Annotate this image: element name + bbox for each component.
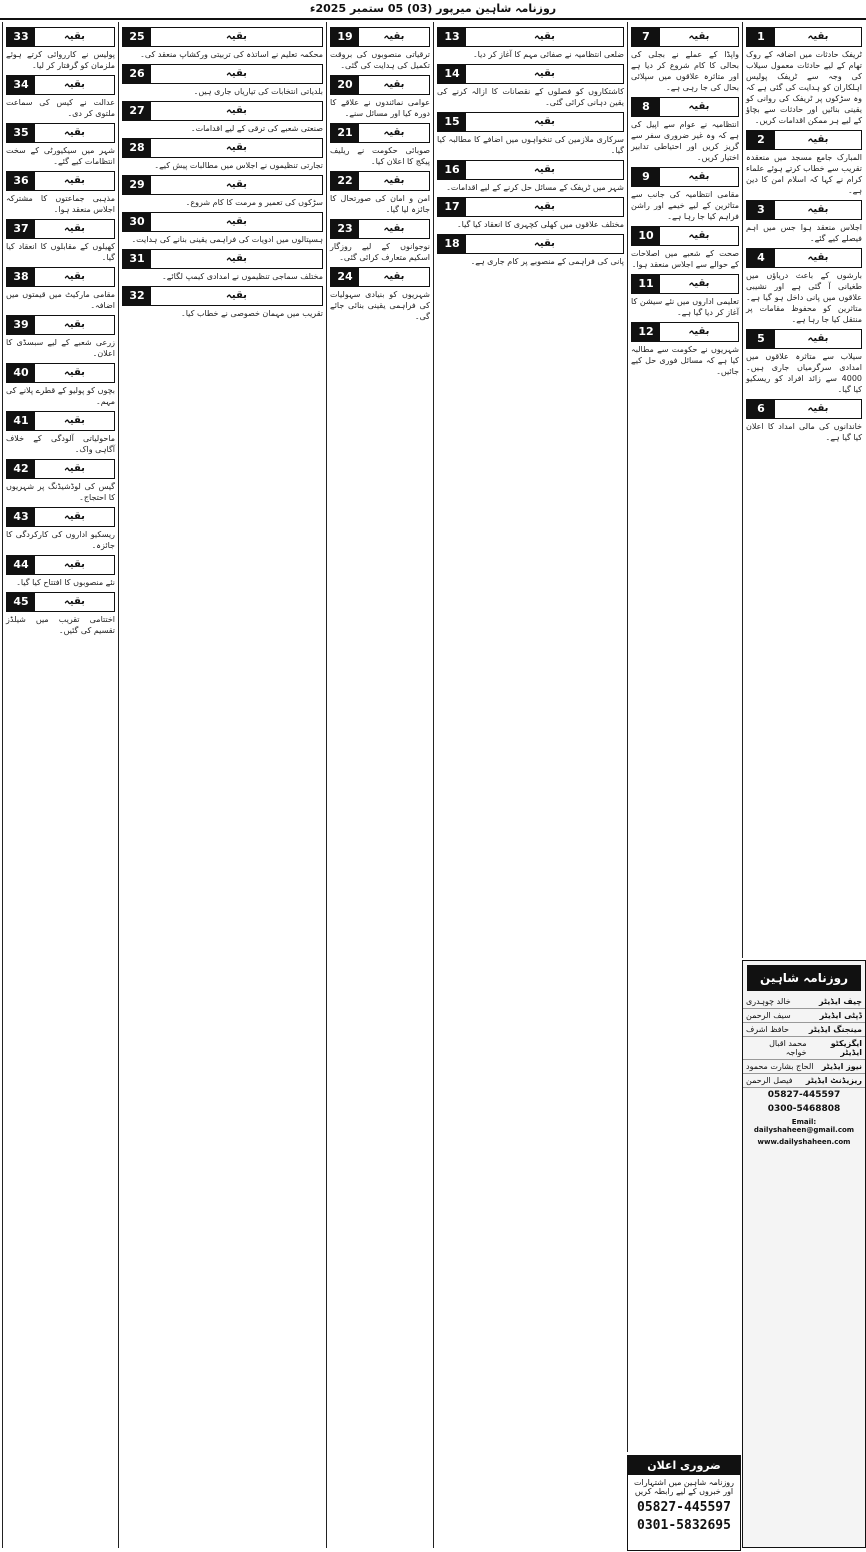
badge-label: بقیہ <box>64 175 85 186</box>
news-item <box>330 27 430 71</box>
masthead-row <box>743 1060 865 1074</box>
news-text: بارشوں کے باعث دریاؤں میں طغیانی آ گئی ہے اور نشیبی علاقوں میں پانی داخل ہو گیا ہے۔ متاثرین کو محفوظ مقامات پر منتقل کیا جا رہا ہے۔ <box>746 271 862 324</box>
news-item <box>6 592 115 636</box>
news-item <box>122 286 323 319</box>
badge-label: بقیہ <box>64 271 85 282</box>
news-item <box>122 212 323 245</box>
badge-number: 30 <box>123 213 151 231</box>
news-item <box>6 507 115 551</box>
badge-number: 35 <box>7 124 35 142</box>
column-5 <box>118 22 326 1548</box>
continuation-badge <box>437 160 624 180</box>
masthead-value: خالد چوہدری <box>746 997 791 1006</box>
news-text: صوبائی حکومت نے ریلیف پیکج کا اعلان کیا۔ <box>330 146 430 166</box>
badge-label: بقیہ <box>534 238 555 249</box>
masthead-title: روزنامہ شاہین <box>747 965 861 991</box>
badge-label: بقیہ <box>226 105 247 116</box>
continuation-badge <box>6 75 115 95</box>
continuation-badge <box>437 234 624 254</box>
continuation-badge <box>122 64 323 84</box>
badge-number: 37 <box>7 220 35 238</box>
badge-number: 43 <box>7 508 35 526</box>
continuation-badge <box>122 101 323 121</box>
badge-label: بقیہ <box>534 116 555 127</box>
badge-number: 7 <box>632 28 660 46</box>
column-1 <box>742 22 865 958</box>
column-4 <box>326 22 433 1548</box>
news-item <box>631 274 739 318</box>
badge-number: 6 <box>747 400 775 418</box>
news-item <box>330 219 430 263</box>
news-text: سرکاری ملازمین کی تنخواہوں میں اضافے کا مطالبہ کیا گیا۔ <box>437 135 624 155</box>
badge-label: بقیہ <box>226 290 247 301</box>
news-text: عوامی نمائندوں نے علاقے کا دورہ کیا اور مسائل سنے۔ <box>330 98 430 118</box>
continuation-badge <box>122 138 323 158</box>
news-text: ماحولیاتی آلودگی کے خلاف آگاہی واک۔ <box>6 434 115 454</box>
badge-label: بقیہ <box>64 127 85 138</box>
badge-label: بقیہ <box>534 164 555 175</box>
news-item <box>6 411 115 455</box>
news-text: اجلاس منعقد ہوا جس میں اہم فیصلے کیے گئے۔ <box>746 223 862 243</box>
badge-number: 5 <box>747 330 775 348</box>
badge-label: بقیہ <box>534 31 555 42</box>
news-item <box>6 75 115 119</box>
news-text: تجارتی تنظیموں نے اجلاس میں مطالبات پیش کیے۔ <box>154 161 323 170</box>
column-3 <box>433 22 627 1548</box>
continuation-badge <box>631 27 739 47</box>
badge-label: بقیہ <box>688 31 710 42</box>
news-text: بلدیاتی انتخابات کی تیاریاں جاری ہیں۔ <box>193 87 323 96</box>
badge-number: 4 <box>747 249 775 267</box>
badge-label: بقیہ <box>688 230 710 241</box>
news-text: المبارک جامع مسجد میں منعقدہ تقریب سے خطاب کرتے ہوئے علماء کرام نے کہا کہ اسلام امن کا دین ہے۔ <box>746 153 862 195</box>
continuation-badge <box>6 592 115 612</box>
masthead-label: مینجنگ ایڈیٹر <box>808 1025 862 1034</box>
badge-number: 26 <box>123 65 151 83</box>
badge-label: بقیہ <box>807 31 829 42</box>
badge-number: 11 <box>632 275 660 293</box>
badge-number: 13 <box>438 28 466 46</box>
news-text: مختلف علاقوں میں کھلی کچہری کا انعقاد کیا گیا۔ <box>456 220 624 229</box>
badge-number: 24 <box>331 268 359 286</box>
news-text: سڑکوں کی تعمیر و مرمت کا کام شروع۔ <box>185 198 323 207</box>
continuation-badge <box>6 123 115 143</box>
masthead-phone-1: 05827-445597 <box>767 1090 841 1100</box>
continuation-badge <box>631 274 739 294</box>
news-item <box>6 315 115 359</box>
badge-label: بقیہ <box>64 415 85 426</box>
news-item <box>631 226 739 270</box>
news-text: تقریب میں مہمان خصوصی نے خطاب کیا۔ <box>181 309 323 318</box>
continuation-badge <box>330 171 430 191</box>
continuation-badge <box>437 64 624 84</box>
continuation-badge <box>6 363 115 383</box>
news-item <box>437 112 624 156</box>
news-text: بچوں کو پولیو کے قطرے پلانے کی مہم۔ <box>6 386 115 406</box>
badge-label: بقیہ <box>383 223 405 234</box>
masthead-value: محمد اقبال خواجہ <box>769 1039 807 1057</box>
continuation-badge <box>631 226 739 246</box>
continuation-badge <box>330 267 430 287</box>
masthead-web: www.dailyshaheen.com <box>757 1138 851 1146</box>
badge-label: بقیہ <box>807 403 829 414</box>
continuation-badge <box>746 27 862 47</box>
news-text: شہر میں سیکیورٹی کے سخت انتظامات کیے گئے۔ <box>6 146 115 166</box>
news-text: صنعتی شعبے کی ترقی کے لیے اقدامات۔ <box>190 124 323 133</box>
news-item <box>122 175 323 208</box>
continuation-badge <box>437 27 624 47</box>
continuation-badge <box>746 200 862 220</box>
news-text: مختلف سماجی تنظیموں نے امدادی کیمپ لگائے۔ <box>162 272 323 281</box>
news-text: ریسکیو اداروں کی کارکردگی کا جائزہ۔ <box>6 530 115 550</box>
continuation-badge <box>122 27 323 47</box>
news-text: صحت کے شعبے میں اصلاحات کے حوالے سے اجلاس منعقد ہوا۔ <box>631 249 739 269</box>
badge-number: 10 <box>632 227 660 245</box>
badge-number: 23 <box>331 220 359 238</box>
news-item <box>330 171 430 215</box>
badge-label: بقیہ <box>383 31 405 42</box>
continuation-badge <box>6 267 115 287</box>
continuation-badge <box>6 219 115 239</box>
news-text: انتظامیہ نے عوام سے اپیل کی ہے کہ وہ غیر ضروری سفر سے گریز کریں اور احتیاطی تدابیر اختیار کریں۔ <box>631 120 739 162</box>
news-item <box>6 27 115 71</box>
badge-label: بقیہ <box>807 204 829 215</box>
badge-label: بقیہ <box>688 101 710 112</box>
news-item <box>437 197 624 230</box>
continuation-badge <box>330 123 430 143</box>
masthead-label: ریزیڈنٹ ایڈیٹر <box>805 1076 862 1085</box>
badge-label: بقیہ <box>64 463 85 474</box>
masthead-value: سیف الرحمن <box>746 1011 791 1020</box>
continuation-badge <box>122 286 323 306</box>
news-text: مقامی مارکیٹ میں قیمتوں میں اضافہ۔ <box>6 290 115 310</box>
continuation-badge <box>6 507 115 527</box>
news-item <box>631 27 739 93</box>
badge-label: بقیہ <box>64 223 85 234</box>
badge-number: 22 <box>331 172 359 190</box>
masthead-label: نیوز ایڈیٹر <box>821 1062 862 1071</box>
badge-number: 20 <box>331 76 359 94</box>
notice-title: ضروری اعلان <box>628 1456 740 1475</box>
badge-label: بقیہ <box>383 271 405 282</box>
badge-label: بقیہ <box>688 278 710 289</box>
badge-label: بقیہ <box>226 179 247 190</box>
news-text: نوجوانوں کے لیے روزگار اسکیم متعارف کرائی گئی۔ <box>330 242 430 262</box>
badge-label: بقیہ <box>688 326 710 337</box>
badge-label: بقیہ <box>383 127 405 138</box>
news-text: سیلاب سے متاثرہ علاقوں میں امدادی سرگرمیاں جاری ہیں۔ 4000 سے زائد افراد کو ریسکیو کیا گیا۔ <box>746 352 862 394</box>
badge-label: بقیہ <box>64 596 85 607</box>
badge-label: بقیہ <box>807 333 829 344</box>
continuation-badge <box>122 175 323 195</box>
badge-label: بقیہ <box>383 79 405 90</box>
news-text: محکمہ تعلیم نے اساتذہ کی تربیتی ورکشاپ منعقد کی۔ <box>140 50 323 59</box>
badge-label: بقیہ <box>64 319 85 330</box>
badge-label: بقیہ <box>226 216 247 227</box>
column-2 <box>627 22 742 1452</box>
news-text: پولیس نے کارروائی کرتے ہوئے ملزمان کو گرفتار کر لیا۔ <box>6 50 115 70</box>
masthead-value: فیصل الرحمن <box>746 1076 793 1085</box>
badge-number: 17 <box>438 198 466 216</box>
masthead-value: الحاج بشارت محمود <box>746 1062 814 1071</box>
masthead-email: Email: dailyshaheen@gmail.com <box>753 1118 855 1134</box>
news-item <box>6 459 115 503</box>
column-6 <box>2 22 118 1548</box>
badge-number: 38 <box>7 268 35 286</box>
badge-number: 14 <box>438 65 466 83</box>
badge-number: 1 <box>747 28 775 46</box>
news-text: ترقیاتی منصوبوں کی بروقت تکمیل کی ہدایت کی گئی۔ <box>330 50 430 70</box>
badge-number: 33 <box>7 28 35 46</box>
badge-label: بقیہ <box>64 367 85 378</box>
badge-number: 41 <box>7 412 35 430</box>
news-item <box>6 123 115 167</box>
badge-number: 3 <box>747 201 775 219</box>
badge-label: بقیہ <box>534 201 555 212</box>
continuation-badge <box>6 27 115 47</box>
news-item <box>6 555 115 588</box>
continuation-badge <box>6 411 115 431</box>
news-item <box>330 75 430 119</box>
badge-number: 12 <box>632 323 660 341</box>
continuation-badge <box>6 315 115 335</box>
continuation-badge <box>631 322 739 342</box>
masthead-label: چیف ایڈیٹر <box>819 997 862 1006</box>
news-text: مذہبی جماعتوں کا مشترکہ اجلاس منعقد ہوا۔ <box>6 194 115 214</box>
news-item <box>631 322 739 377</box>
news-text: پانی کی فراہمی کے منصوبے پر کام جاری ہے۔ <box>470 257 624 266</box>
news-text: عدالت نے کیس کی سماعت ملتوی کر دی۔ <box>6 98 115 118</box>
badge-label: بقیہ <box>64 511 85 522</box>
badge-label: بقیہ <box>64 79 85 90</box>
news-text: گیس کی لوڈشیڈنگ پر شہریوں کا احتجاج۔ <box>6 482 115 502</box>
badge-number: 18 <box>438 235 466 253</box>
news-item <box>437 27 624 60</box>
continuation-badge <box>330 219 430 239</box>
masthead-label: ڈپٹی ایڈیٹر <box>819 1011 862 1020</box>
masthead-row <box>743 1023 865 1037</box>
badge-label: بقیہ <box>688 171 710 182</box>
badge-label: بقیہ <box>226 31 247 42</box>
badge-number: 39 <box>7 316 35 334</box>
continuation-badge <box>6 171 115 191</box>
news-item <box>122 64 323 97</box>
news-text: اختتامی تقریب میں شیلڈز تقسیم کی گئیں۔ <box>6 615 115 635</box>
masthead-value: حافظ اشرف <box>746 1025 789 1034</box>
news-item <box>122 27 323 60</box>
notice-box <box>627 1455 741 1551</box>
badge-number: 21 <box>331 124 359 142</box>
badge-number: 29 <box>123 176 151 194</box>
news-text: نئے منصوبوں کا افتتاح کیا گیا۔ <box>16 578 115 587</box>
continuation-badge <box>122 212 323 232</box>
badge-number: 28 <box>123 139 151 157</box>
notice-phone-1: 05827-445597 <box>637 1500 731 1515</box>
news-item <box>746 329 862 395</box>
news-text: امن و امان کی صورتحال کا جائزہ لیا گیا۔ <box>330 194 430 214</box>
masthead-row <box>743 1074 865 1088</box>
notice-phone-2: 0301-5832695 <box>637 1518 731 1533</box>
badge-number: 34 <box>7 76 35 94</box>
news-text: شہریوں کو بنیادی سہولیات کی فراہمی یقینی بنائی جائے گی۔ <box>330 290 430 321</box>
news-item <box>746 130 862 196</box>
badge-label: بقیہ <box>226 68 247 79</box>
news-text: ٹریفک حادثات میں اضافہ کے روک تھام کے لیے حادثات معمول سیلاب کی وجہ سے ٹریفک پولیس اہلکاران کو ہدایت کی گئی ہے کہ وہ سڑکوں پر ٹریفک کی روانی کو یقینی بنائیں اور حادثات سے بچاؤ کے لیے ہر ممکن اقدامات کریں۔ <box>746 50 862 125</box>
news-text: شہریوں نے حکومت سے مطالبہ کیا ہے کہ مسائل فوری حل کیے جائیں۔ <box>631 345 739 376</box>
continuation-badge <box>631 97 739 117</box>
badge-number: 31 <box>123 250 151 268</box>
badge-label: بقیہ <box>807 252 829 263</box>
badge-number: 27 <box>123 102 151 120</box>
badge-label: بقیہ <box>226 142 247 153</box>
continuation-badge <box>746 130 862 150</box>
news-item <box>746 27 862 126</box>
masthead-box <box>742 960 866 1548</box>
continuation-badge <box>437 197 624 217</box>
masthead-row <box>743 1037 865 1060</box>
badge-number: 44 <box>7 556 35 574</box>
masthead-label: ایگزیکٹو ایڈیٹر <box>830 1039 862 1057</box>
news-text: شہر میں ٹریفک کے مسائل حل کرنے کے لیے اقدامات۔ <box>446 183 624 192</box>
continuation-badge <box>6 459 115 479</box>
masthead-row <box>743 1009 865 1023</box>
news-item <box>437 160 624 193</box>
continuation-badge <box>330 27 430 47</box>
badge-number: 45 <box>7 593 35 611</box>
news-text: کاشتکاروں کو فصلوں کے نقصانات کا ازالہ کرنے کی یقین دہانی کرائی گئی۔ <box>437 87 624 107</box>
continuation-badge <box>746 248 862 268</box>
continuation-badge <box>330 75 430 95</box>
news-item <box>330 123 430 167</box>
badge-number: 36 <box>7 172 35 190</box>
news-item <box>631 97 739 163</box>
news-item <box>746 399 862 443</box>
continuation-badge <box>122 249 323 269</box>
news-text: ہسپتالوں میں ادویات کی فراہمی یقینی بنانے کی ہدایت۔ <box>131 235 323 244</box>
notice-text: روزنامہ شاہین میں اشتہارات اور خبروں کے لیے رابطہ کریں <box>633 1478 735 1496</box>
badge-number: 15 <box>438 113 466 131</box>
badge-label: بقیہ <box>383 175 405 186</box>
badge-number: 32 <box>123 287 151 305</box>
news-text: تعلیمی اداروں میں نئے سیشن کا آغاز کر دیا گیا ہے۔ <box>631 297 739 317</box>
badge-number: 2 <box>747 131 775 149</box>
news-text: زرعی شعبے کے لیے سبسڈی کا اعلان۔ <box>6 338 115 358</box>
badge-label: بقیہ <box>64 31 85 42</box>
news-text: ضلعی انتظامیہ نے صفائی مہم کا آغاز کر دیا۔ <box>472 50 624 59</box>
badge-number: 16 <box>438 161 466 179</box>
news-text: واپڈا کے عملے نے بجلی کی بحالی کا کام شروع کر دیا ہے اور متاثرہ علاقوں میں سپلائی بحال کی جا رہی ہے۔ <box>631 50 739 92</box>
badge-number: 9 <box>632 168 660 186</box>
masthead-row <box>743 995 865 1009</box>
news-item <box>6 171 115 215</box>
news-item <box>437 234 624 267</box>
news-item <box>6 267 115 311</box>
continuation-badge <box>746 399 862 419</box>
continuation-badge <box>6 555 115 575</box>
masthead-phone-2: 0300-5468808 <box>767 1104 841 1114</box>
badge-label: بقیہ <box>64 559 85 570</box>
news-text: مقامی انتظامیہ کی جانب سے متاثرین کے لیے خیمے اور راشن فراہم کیا جا رہا ہے۔ <box>631 190 739 221</box>
continuation-badge <box>437 112 624 132</box>
badge-number: 40 <box>7 364 35 382</box>
news-item <box>330 267 430 322</box>
header-text: روزنامہ شاہین میرپور (03) 05 ستمبر 2025ء <box>309 2 557 15</box>
news-item <box>122 138 323 171</box>
news-item <box>6 363 115 407</box>
continuation-badge <box>631 167 739 187</box>
continuation-badge <box>746 329 862 349</box>
news-item <box>122 249 323 282</box>
news-text: کھیلوں کے مقابلوں کا انعقاد کیا گیا۔ <box>6 242 115 262</box>
badge-number: 19 <box>331 28 359 46</box>
news-item <box>6 219 115 263</box>
news-item <box>122 101 323 134</box>
news-item <box>746 248 862 325</box>
badge-label: بقیہ <box>534 68 555 79</box>
news-item <box>631 167 739 222</box>
badge-number: 42 <box>7 460 35 478</box>
news-item <box>746 200 862 244</box>
news-item <box>437 64 624 108</box>
news-text: خاندانوں کی مالی امداد کا اعلان کیا گیا ہے۔ <box>746 422 862 442</box>
badge-number: 25 <box>123 28 151 46</box>
page-header <box>0 0 866 20</box>
badge-number: 8 <box>632 98 660 116</box>
badge-label: بقیہ <box>226 253 247 264</box>
badge-label: بقیہ <box>807 134 829 145</box>
